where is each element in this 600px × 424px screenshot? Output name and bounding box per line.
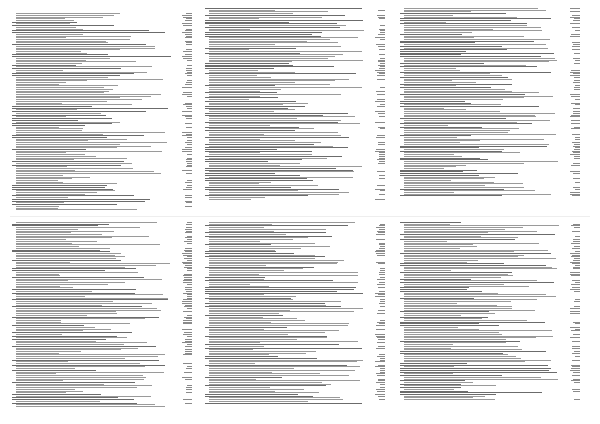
index-page-number: [375, 101, 385, 102]
index-page-number: [572, 231, 580, 232]
index-page-number: [184, 372, 192, 373]
page-upper-column-3: [400, 8, 586, 212]
index-page-number: [574, 291, 580, 292]
index-page-number: [380, 87, 385, 88]
index-page-number: [182, 329, 192, 330]
page-lower-column-1: [12, 222, 198, 418]
index-page-number: [572, 134, 580, 135]
index-page-number: [378, 34, 385, 35]
index-page-number: [574, 382, 580, 383]
index-page-number: [574, 77, 580, 78]
index-page-number: [379, 18, 385, 19]
index-page-number: [185, 84, 192, 85]
index-page-number: [574, 227, 580, 228]
index-page-number: [572, 360, 580, 361]
index-page-number: [571, 120, 580, 121]
index-page-number: [575, 60, 580, 61]
index-page-number: [571, 275, 580, 276]
page-upper-column-2: [205, 8, 391, 212]
index-page-number: [183, 363, 192, 364]
index-page-number: [378, 46, 385, 47]
index-page-number: [379, 54, 385, 55]
index-page-number: [575, 104, 580, 105]
index-page-number: [380, 39, 385, 40]
index-page-number: [186, 389, 192, 390]
index-page-number: [377, 342, 385, 343]
index-page-number: [575, 139, 580, 140]
index-page-number: [187, 308, 192, 309]
index-page-number: [187, 154, 192, 155]
index-page-number: [379, 175, 385, 176]
index-entry-line: [16, 209, 137, 210]
index-page-number: [572, 348, 580, 349]
index-page-number: [378, 163, 385, 164]
index-page-number: [375, 122, 385, 123]
index-page-number: [379, 116, 385, 117]
index-page-number: [378, 287, 385, 288]
index-page-number: [376, 91, 385, 92]
index-page-number: [185, 403, 192, 404]
index-entry-line: [404, 399, 495, 400]
index-page-number: [186, 44, 192, 45]
index-page-number: [572, 353, 580, 354]
index-page-number: [573, 391, 580, 392]
index-page-number: [185, 206, 192, 207]
index-page-number: [185, 123, 192, 124]
index-page-number: [572, 375, 580, 376]
index-page-number: [378, 310, 385, 311]
index-page-number: [380, 25, 385, 26]
index-page-number: [187, 108, 192, 109]
index-page-number: [573, 268, 580, 269]
index-page-number: [573, 108, 580, 109]
index-page-number: [185, 346, 192, 347]
index-page-number: [379, 399, 385, 400]
index-entry-line: [16, 406, 165, 407]
index-page-number: [186, 224, 192, 225]
index-page-number: [570, 116, 580, 117]
index-page-number: [187, 96, 192, 97]
index-page-number: [572, 341, 580, 342]
page-lower-column-3: [400, 222, 586, 418]
index-page-number: [377, 94, 385, 95]
index-page-number: [186, 166, 192, 167]
index-page-number: [573, 334, 580, 335]
index-page-number: [571, 128, 580, 129]
index-page-number: [573, 82, 580, 83]
index-page-number: [183, 354, 192, 355]
index-page-number: [572, 27, 580, 28]
index-page-number: [570, 337, 580, 338]
index-page-number: [186, 368, 192, 369]
index-page-number: [573, 178, 580, 179]
index-page-number: [186, 392, 192, 393]
index-page-number: [380, 306, 385, 307]
index-page-number: [376, 234, 385, 235]
index-page-number: [574, 53, 580, 54]
index-page-number: [183, 399, 192, 400]
index-page-number: [376, 325, 385, 326]
index-page-number: [379, 274, 385, 275]
index-page-lower: [0, 222, 600, 418]
index-page-number: [574, 158, 580, 159]
index-page-number: [186, 173, 192, 174]
index-page-number: [185, 232, 192, 233]
index-entry-line: [209, 199, 251, 200]
page-lower-column-2: [205, 222, 391, 418]
index-page-number: [182, 111, 192, 112]
index-page-number: [377, 391, 385, 392]
index-page-number: [574, 301, 580, 302]
index-page-number: [571, 330, 580, 331]
index-page-number: [183, 189, 192, 190]
index-page-number: [186, 118, 192, 119]
index-page-number: [572, 195, 580, 196]
index-page-number: [183, 51, 192, 52]
index-page-number: [571, 243, 580, 244]
index-page-number: [575, 30, 580, 31]
index-page-number: [573, 372, 580, 373]
page-divider: [10, 216, 590, 217]
index-page-upper: [0, 8, 600, 212]
index-page-number: [571, 96, 580, 97]
index-page-number: [378, 263, 385, 264]
index-page-number: [187, 270, 192, 271]
index-page-number: [573, 20, 580, 21]
index-page-number: [379, 178, 385, 179]
index-page-number: [379, 49, 385, 50]
index-entry-line: [205, 403, 362, 404]
index-page-number: [379, 303, 385, 304]
index-page-number: [575, 189, 580, 190]
index-page-number: [186, 202, 192, 203]
index-page-number: [378, 144, 385, 145]
index-page-number: [377, 375, 385, 376]
index-page-number: [186, 127, 192, 128]
index-page-number: [187, 336, 192, 337]
index-page-number: [187, 60, 192, 61]
index-page-number: [572, 46, 580, 47]
index-page-number: [572, 248, 580, 249]
index-page-number: [570, 36, 580, 37]
index-page-number: [182, 170, 192, 171]
index-page-number: [187, 284, 192, 285]
index-page-number: [183, 25, 192, 26]
index-page-number: [570, 308, 580, 309]
index-page-number: [378, 10, 385, 11]
index-page-number: [575, 356, 580, 357]
index-page-number: [187, 137, 192, 138]
index-page-number: [377, 106, 385, 107]
index-page-number: [571, 284, 580, 285]
index-page-number: [183, 323, 192, 324]
index-page-number: [185, 20, 192, 21]
index-page-number: [570, 23, 580, 24]
index-page-number: [380, 128, 385, 129]
index-page-number: [379, 194, 385, 195]
index-page-number: [378, 339, 385, 340]
index-page-number: [377, 255, 385, 256]
index-page-number: [187, 144, 192, 145]
index-page-number: [380, 384, 385, 385]
index-page-number: [575, 323, 580, 324]
page-upper-column-1: [12, 8, 198, 212]
index-page-number: [574, 89, 580, 90]
index-page-number: [185, 197, 192, 198]
index-page-number: [376, 348, 385, 349]
index-page-number: [574, 399, 580, 400]
index-entry-line: [400, 195, 502, 196]
index-page-number: [377, 279, 385, 280]
index-page-number: [376, 239, 385, 240]
index-page-number: [377, 313, 385, 314]
index-page-number: [375, 361, 385, 362]
index-page-number: [378, 396, 385, 397]
index-page-number: [182, 87, 192, 88]
index-page-number: [187, 75, 192, 76]
index-page-number: [570, 8, 580, 9]
index-page-number: [570, 11, 580, 12]
index-page-number: [378, 113, 385, 114]
index-page-number: [377, 79, 385, 80]
index-page-number: [376, 137, 385, 138]
index-page-number: [377, 284, 385, 285]
index-page-number: [187, 65, 192, 66]
index-page-number: [185, 379, 192, 380]
index-page-number: [183, 311, 192, 312]
index-page-number: [571, 123, 580, 124]
index-page-number: [377, 171, 385, 172]
index-page-number: [375, 199, 385, 200]
index-page-number: [375, 296, 385, 297]
index-page-number: [187, 243, 192, 244]
index-page-number: [377, 75, 385, 76]
index-page-number: [185, 182, 192, 183]
index-page-number: [573, 173, 580, 174]
index-page-number: [185, 37, 192, 38]
index-page-number: [572, 49, 580, 50]
index-page-number: [380, 190, 385, 191]
index-page-number: [377, 185, 385, 186]
index-page-number: [570, 313, 580, 314]
index-page-number: [571, 165, 580, 166]
index-page-number: [182, 151, 192, 152]
index-page-number: [575, 99, 580, 100]
index-page-number: [575, 236, 580, 237]
index-page-number: [575, 182, 580, 183]
index-page-number: [574, 63, 580, 64]
index-page-number: [376, 329, 385, 330]
